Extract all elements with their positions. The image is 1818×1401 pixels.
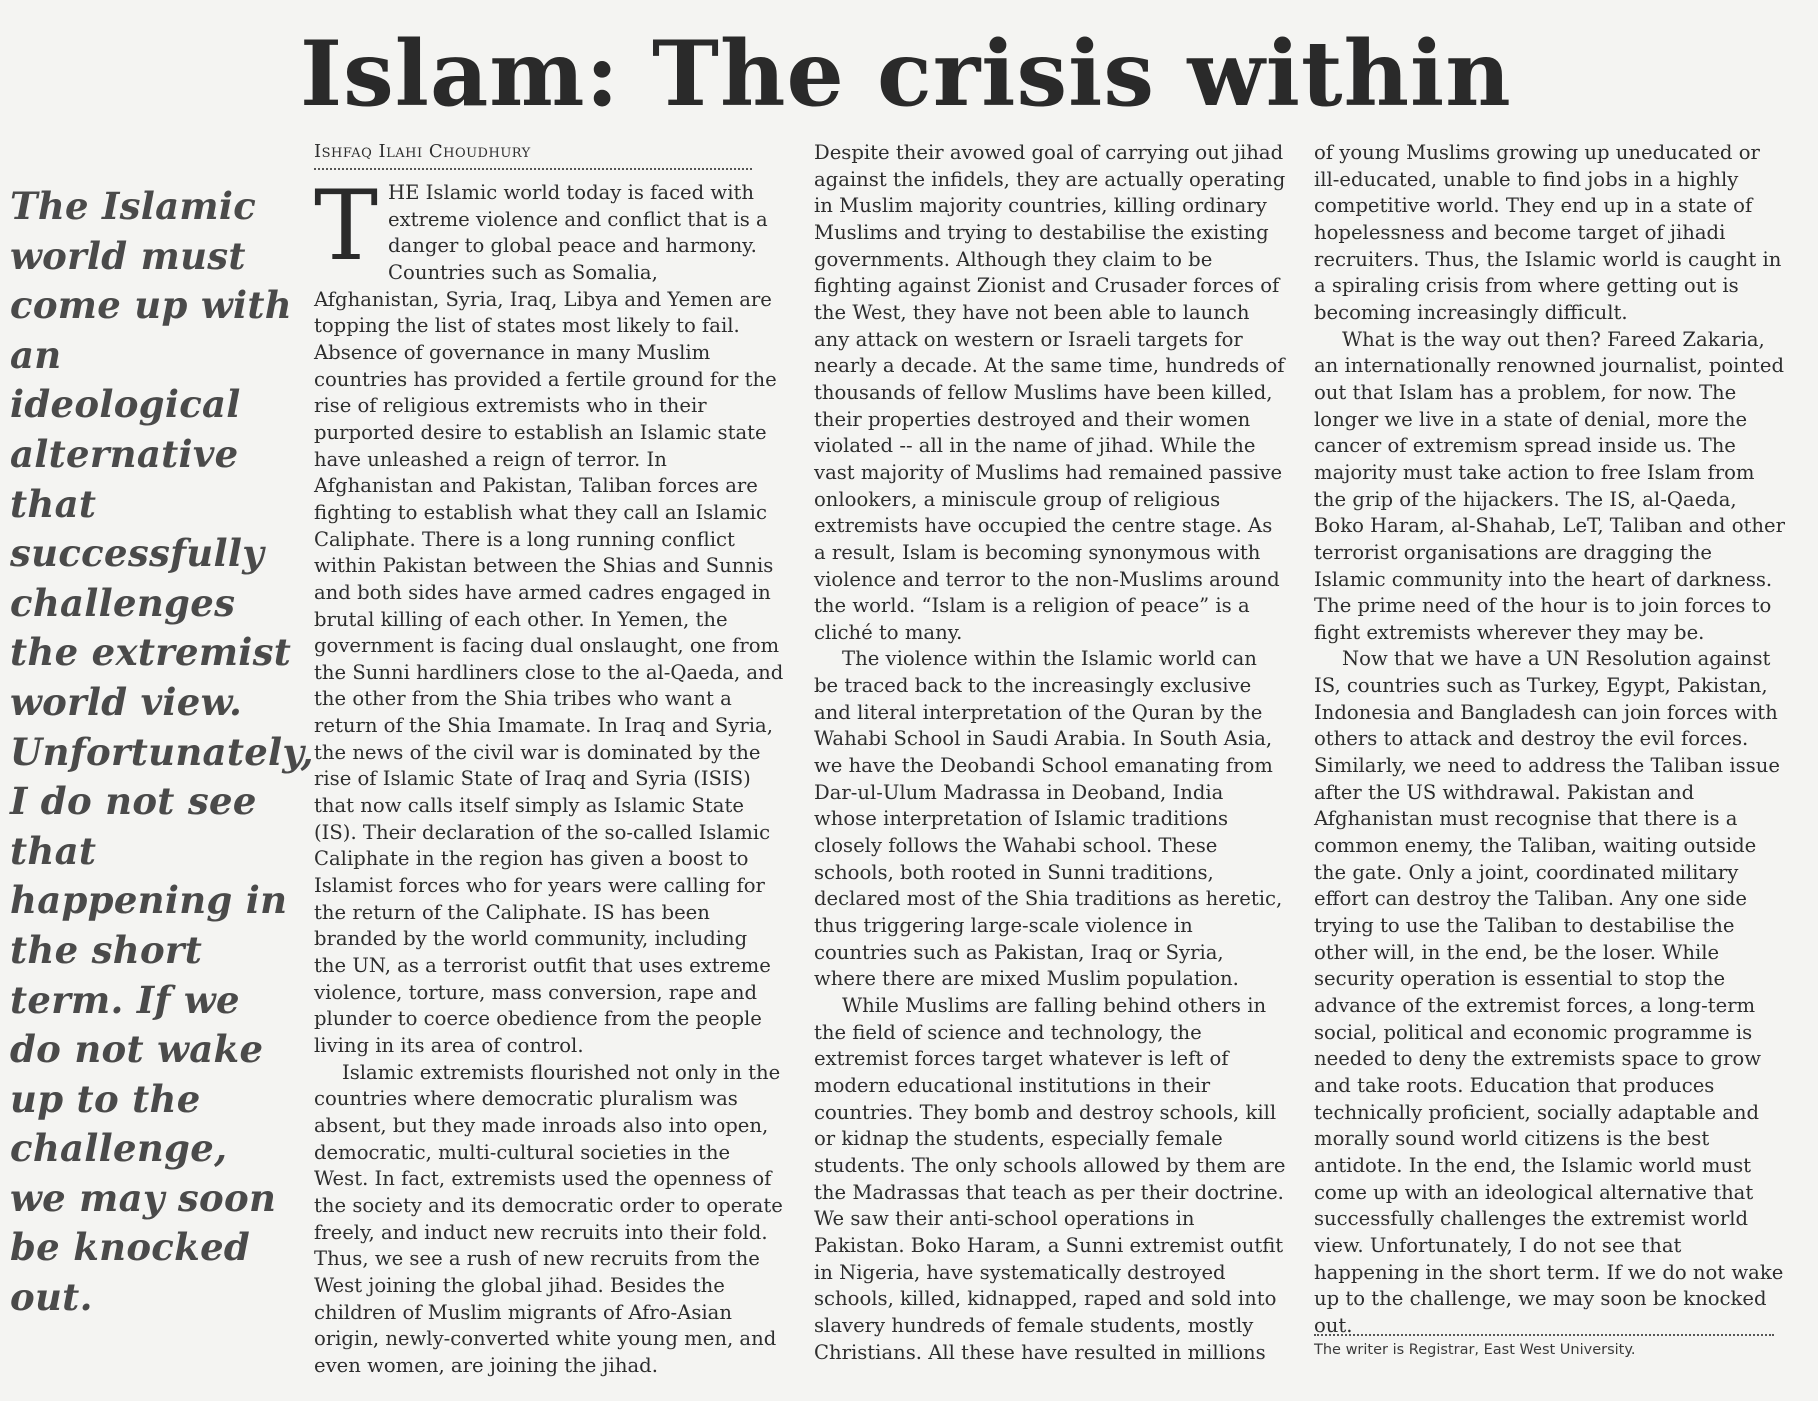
byline: Ishfaq Ilahi Choudhury <box>314 140 752 170</box>
article-paragraph-5: While Muslims are falling behind others in the field of science and technology, the extremist forces target whatever is left of modern educational institutions in their countries. They bomb and destroy schools, kill or kidnap the students, especially female students. The only schools allowed by them are the Madrassas that teach as per their doctrine. We saw their anti-school operations in Pakistan. Boko Haram, a Sunni extremist outfit in Nigeria, have systematically destroyed schools, killed, kidnapped, raped and sold into slavery hundreds of female students, mostly Christians. All these have resulted in millions <box>814 994 1286 1364</box>
headline: Islam: The crisis within <box>300 21 1512 127</box>
article-paragraph-1 <box>314 170 784 1060</box>
article-column-2 <box>814 140 1286 1370</box>
article-column-3 <box>1314 140 1788 1370</box>
article-paragraph-3: Despite their avowed goal of carrying out jihad against the infidels, they are actually operating in Muslim majority countries, killing ordinary Muslims and trying to destabilise the existing governments. Although they claim to be fighting against Zionist and Crusader forces of the West, they have not been able to launch any attack on western or Israeli targets for nearly a decade. At the same time, hundreds of thousands of fellow Muslims have been killed, their properties destroyed and their women violated -- all in the name of jihad. While the vast majority of Muslims had remained passive onlookers, a miniscule group of religious extremists have occupied the centre stage. As a result, Islam is becoming synonymous with violence and terror to the non-Muslims around the world. “Islam is a religion of peace” is a cliché to many. <box>814 141 1286 644</box>
article-paragraph-6: of young Muslims growing up uneducated or ill-educated, unable to find jobs in a highly competitive world. They end up in a state of hopelessness and become target of jihadi recruiters. Thus, the Islamic world is caught in a spiraling crisis from where getting out is becoming increasingly difficult. <box>1314 141 1782 324</box>
pull-quote: The Islamic world must come up with an ideological alternative that successfully challenges the extremist world view. Unfortunately, I do not see that happening in the short term. If we do not wake up to the challenge, we may soon be knocked out. <box>10 184 314 1320</box>
article-paragraph-8: Now that we have a UN Resolution against IS, countries such as Turkey, Egypt, Pakistan, Indonesia and Bangladesh can join forces with others to attack and destroy the evil forces. Similarly, we need to address the Taliban issue after the US withdrawal. Pakistan and Afghanistan must recognise that there is a common enemy, the Taliban, waiting outside the gate. Only a joint, coordinated military effort can destroy the Taliban. Any one side trying to use the Taliban to destabilise the other will, in the end, be the loser. While security operation is essential to stop the advance of the extremist forces, a long-term social, political and economic programme is needed to deny the extremists space to grow and take roots. Education that produces technically proficient, socially adaptable and morally sound world citizens is the best antidote. In the end, the Islamic world must come up with an ideological alternative that successfully challenges the extremist world view. Unfortunately, I do not see that happening in the short term. If we do not wake up to the challenge, we may soon be knocked out. <box>1314 647 1784 1337</box>
footer-divider <box>1314 1334 1774 1336</box>
article-paragraph-7: What is the way out then? Fareed Zakaria, an internationally renowned journalist, pointed out that Islam has a problem, for now. The longer we live in a state of denial, more the cancer of extremism spread inside us. The majority must take action to free Islam from the grip of the hijackers. The IS, al-Qaeda, Boko Haram, al-Shahab, LeT, Taliban and other terrorist organisations are dragging the Islamic community into the heart of darkness. The prime need of the hour is to join forces to fight extremists wherever they may be. <box>1314 327 1785 644</box>
author-note: The writer is Registrar, East West University. <box>1314 1342 1636 1358</box>
drop-cap: T <box>314 170 379 282</box>
article-paragraph-4: The violence within the Islamic world can be traced back to the increasingly exclusive and literal interpretation of the Quran by the Wahabi School in Saudi Arabia. In South Asia, we have the Deobandi School emanating from Dar-ul-Ulum Madrassa in Deoband, India whose interpretation of Islamic traditions closely follows the Wahabi school. These schools, both rooted in Sunni traditions, declared most of the Shia traditions as heretic, thus triggering large-scale violence in countries such as Pakistan, Iraq or Syria, where there are mixed Muslim population. <box>814 647 1283 991</box>
article-paragraph-text: HE Islamic world today is faced with extreme violence and conflict that is a danger to global peace and harmony. Countries such as Somalia, Afghanistan, Syria, Iraq, Libya and Yemen are topping the list of states most likely to fail. Absence of governance in many Muslim countries has provided a fertile ground for the rise of religious extremists who in their purported desire to establish an Islamic state have unleashed a reign of terror. In Afghanistan and Pakistan, Taliban forces are fighting to establish what they call an Islamic Caliphate. There is a long running conflict within Pakistan between the Shias and Sunnis and both sides have armed cadres engaged in brutal killing of each other. In Yemen, the government is facing dual onslaught, one from the Sunni hardliners close to the al-Qaeda, and the other from the Shia tribes who want a return of the Shia Imamate. In Iraq and Syria, the news of the civil war is dominated by the rise of Islamic State of Iraq and Syria (ISIS) that now calls itself simply as Islamic State (IS). Their declaration of the so-called Islamic Caliphate in the region has given a boost to Islamist forces who for years were calling for the return of the Caliphate. IS has been branded by the world community, including the UN, as a terrorist outfit that uses extreme violence, torture, mass conversion, rape and plunder to coerce obedience from the people living in its area of control. <box>314 181 784 1057</box>
article-paragraph-2: Islamic extremists flourished not only in the countries where democratic pluralism was absent, but they made inroads also into open, democratic, multi-cultural societies in the West. In fact, extremists used the openness of the society and its democratic order to operate freely, and induct new recruits into their fold. Thus, we see a rush of new recruits from the West joining the global jihad. Besides the children of Muslim migrants of Afro-Asian origin, newly-converted white young men, and even women, are joining the jihad. <box>314 1060 783 1377</box>
article-column-1 <box>314 140 784 1377</box>
